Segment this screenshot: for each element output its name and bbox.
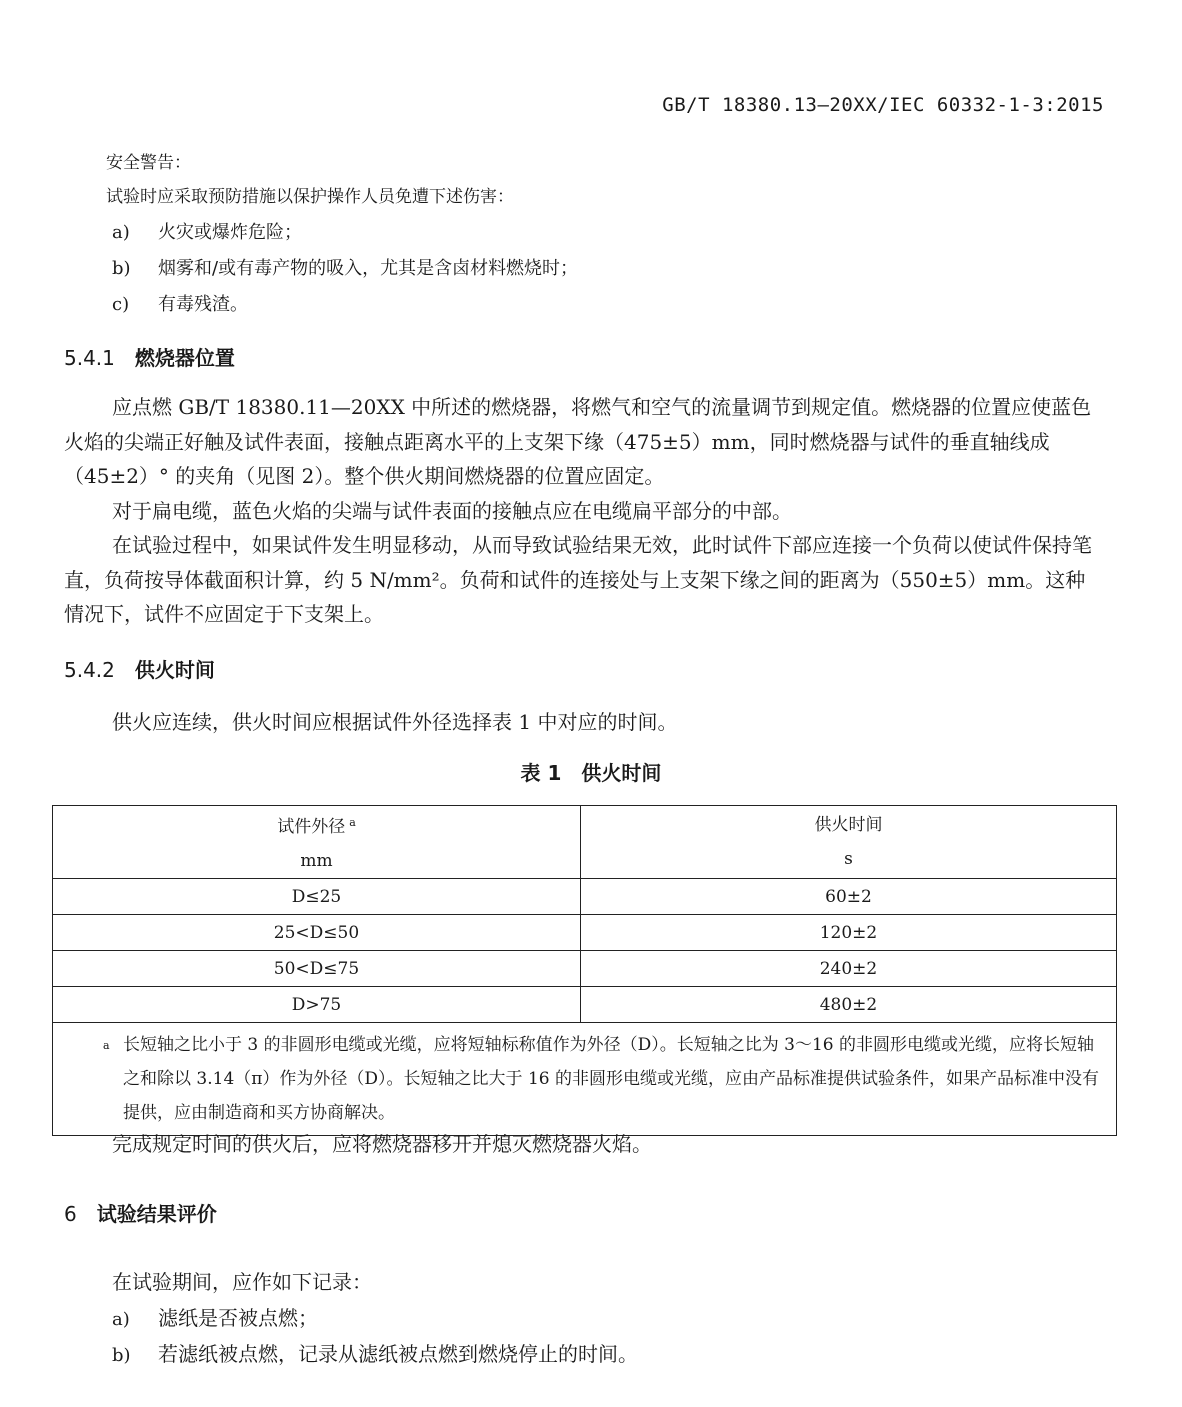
cell-diameter: D≤25 [53, 879, 581, 915]
section-heading-5-4-2 [64, 654, 215, 683]
list-label: b) [112, 258, 131, 279]
cell-diameter: 50<D≤75 [53, 951, 581, 987]
document-code: GB/T 18380.13—20XX/IEC 60332-1-3:2015 [662, 94, 1104, 116]
cell-time: 480±2 [581, 987, 1117, 1023]
paragraph: 应点燃 GB/T 18380.11—20XX 中所述的燃烧器，将燃气和空气的流量调节到规定值。燃烧器的位置应使蓝色火焰的尖端正好触及试件表面，接触点距离水平的上支架下缘（475±5）mm，同时燃烧器与试件的垂直轴线成（45±2）° 的夹角（见图 2）。整个供火期间燃烧器的位置应固定。 [64, 395, 1092, 488]
list-item [112, 1338, 638, 1367]
cell-diameter: D>75 [53, 987, 581, 1023]
unit-label: s [844, 849, 853, 869]
section-5-4-2-intro: 供火应连续，供火时间应根据试件外径选择表 1 中对应的时间。 [112, 710, 678, 734]
list-text: 滤纸是否被点燃； [158, 1306, 318, 1330]
list-label: c) [112, 294, 130, 315]
section-number: 5.4.1 [64, 346, 115, 370]
section-heading-5-4-1 [64, 342, 235, 371]
footnote-marker: a [103, 1039, 110, 1052]
section-heading-6 [64, 1198, 217, 1227]
section-title: 试验结果评价 [96, 1202, 217, 1226]
section-title: 燃烧器位置 [134, 346, 235, 370]
footnote-marker: a [349, 816, 356, 829]
table-row [53, 951, 1117, 987]
safety-intro: 试验时应采取预防措施以保护操作人员免遭下述伤害： [106, 187, 514, 207]
safety-item [112, 216, 302, 250]
safety-item [112, 288, 248, 322]
list-text: 有毒残渣。 [158, 294, 248, 315]
table-row [53, 915, 1117, 951]
safety-item [112, 252, 578, 286]
table-footnote [53, 1023, 1117, 1136]
section-title: 供火时间 [134, 658, 215, 682]
list-text: 火灾或爆炸危险； [158, 222, 302, 243]
list-text: 若滤纸被点燃，记录从滤纸被点燃到燃烧停止的时间。 [158, 1342, 638, 1366]
section-6-intro: 在试验期间，应作如下记录： [112, 1270, 372, 1294]
section-5-4-1-body [64, 390, 1104, 632]
cell-time: 240±2 [581, 951, 1117, 987]
table-row [53, 987, 1117, 1023]
paragraph: 在试验过程中，如果试件发生明显移动，从而导致试验结果无效，此时试件下部应连接一个负荷以使试件保持笔直，负荷按导体截面积计算，约 5 N/mm²。负荷和试件的连接处与上支架下缘之间的距离为（550±5）mm。这种情况下，试件不应固定于下支架上。 [64, 533, 1092, 626]
column-header-time: 供火时间 s [581, 806, 1117, 879]
cell-diameter: 25<D≤50 [53, 915, 581, 951]
unit-label: mm [300, 851, 333, 871]
after-table-text: 完成规定时间的供火后，应将燃烧器移开并熄灭燃烧器火焰。 [112, 1132, 652, 1156]
section-number: 5.4.2 [64, 658, 115, 682]
list-label: a) [112, 1309, 130, 1330]
section-number: 6 [64, 1202, 77, 1226]
ignition-time-table [52, 805, 1117, 1136]
paragraph: 对于扁电缆，蓝色火焰的尖端与试件表面的接触点应在电缆扁平部分的中部。 [112, 498, 792, 523]
table-row [53, 879, 1117, 915]
list-label: a) [112, 222, 130, 243]
column-header-diameter: 试件外径 $^a$ mm [53, 806, 581, 879]
table-note-row [53, 1023, 1117, 1136]
list-text: 烟雾和/或有毒产物的吸入，尤其是含卤材料燃烧时； [158, 258, 579, 279]
cell-time: 60±2 [581, 879, 1117, 915]
table-title: 表 1 供火时间 [520, 761, 662, 785]
footnote-text: 长短轴之比小于 3 的非圆形电缆或光缆，应将短轴标称值作为外径（D）。长短轴之比为 3～16 的非圆形电缆或光缆，应将长短轴之和除以 3.14（π）作为外径（D）。长短轴之比大于 16 的非圆形电缆或光缆，应由产品标准提供试验条件，如果产品标准中没有提供，应由制造商和买方协商解决。 [123, 1035, 1099, 1123]
table-header-row [53, 806, 1117, 879]
list-label: b) [112, 1345, 131, 1366]
safety-title: 安全警告： [106, 153, 191, 173]
list-item [112, 1302, 318, 1331]
cell-time: 120±2 [581, 915, 1117, 951]
